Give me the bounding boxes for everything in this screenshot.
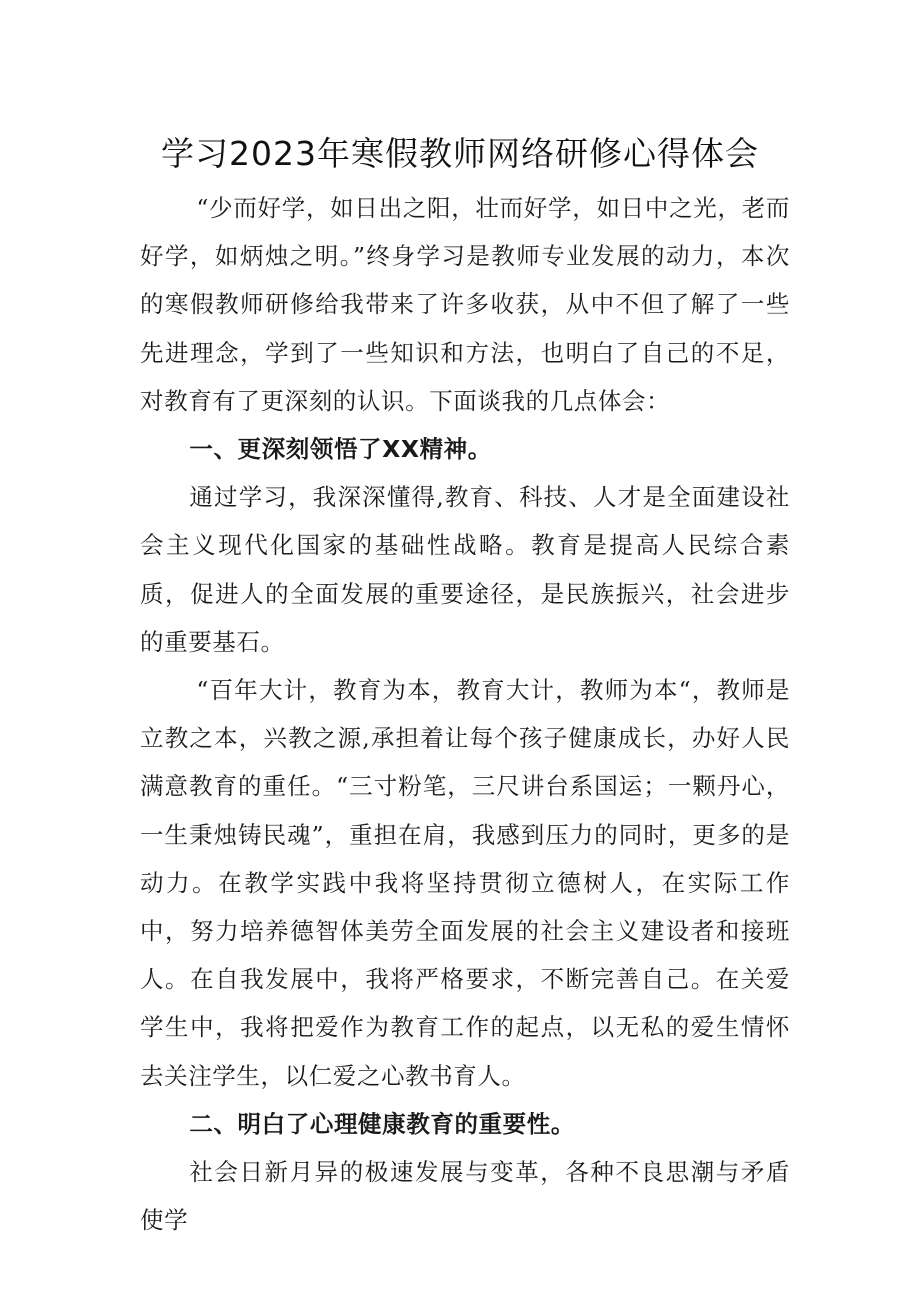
paragraph-section-2-a: 社会日新月异的极速发展与变革，各种不良思潮与矛盾使学: [140, 1158, 790, 1235]
paragraph-section-1-a: 通过学习，我深深懂得,教育、科技、人才是全面建设社会主义现代化国家的基础性战略。教育是提高人民综合素质，促进人的全面发展的重要途径，是民族振兴，社会进步的重要基石。: [140, 483, 790, 656]
section-heading-1: 一、更深刻领悟了XX精神。: [189, 435, 492, 464]
paragraph-section-1-b: “百年大计，教育为本，教育大计，教师为本“，教师是立教之本，兴教之源,承担着让每个孩子健康成长，办好人民满意教育的重任。“三寸粉笔，三尺讲台系国运；一颗丹心，一生秉烛铸民魂”，重担在肩，我感到压力的同时，更多的是动力。在教学实践中我将坚持贯彻立德树人，在实际工作中，努力培养德智体美劳全面发展的社会主义建设者和接班人。在自我发展中，我将严格要求，不断完善自己。在关爱学生中，我将把爱作为教育工作的起点，以无私的爱生情怀去关注学生，以仁爱之心教书育人。: [140, 676, 790, 1090]
paragraph-intro: “少而好学，如日出之阳，壮而好学，如日中之光，老而好学，如炳烛之明。”终身学习是教师专业发展的动力，本次的寒假教师研修给我带来了许多收获，从中不但了解了一些先进理念，学到了一些知识和方法，也明白了自己的不足，对教育有了更深刻的认识。下面谈我的几点体会：: [140, 194, 790, 415]
document-title: 学习2023年寒假教师网络研修心得体会: [161, 134, 759, 173]
document-body: [140, 184, 790, 1244]
section-heading-2: 二、明白了心理健康教育的重要性。: [189, 1109, 575, 1138]
